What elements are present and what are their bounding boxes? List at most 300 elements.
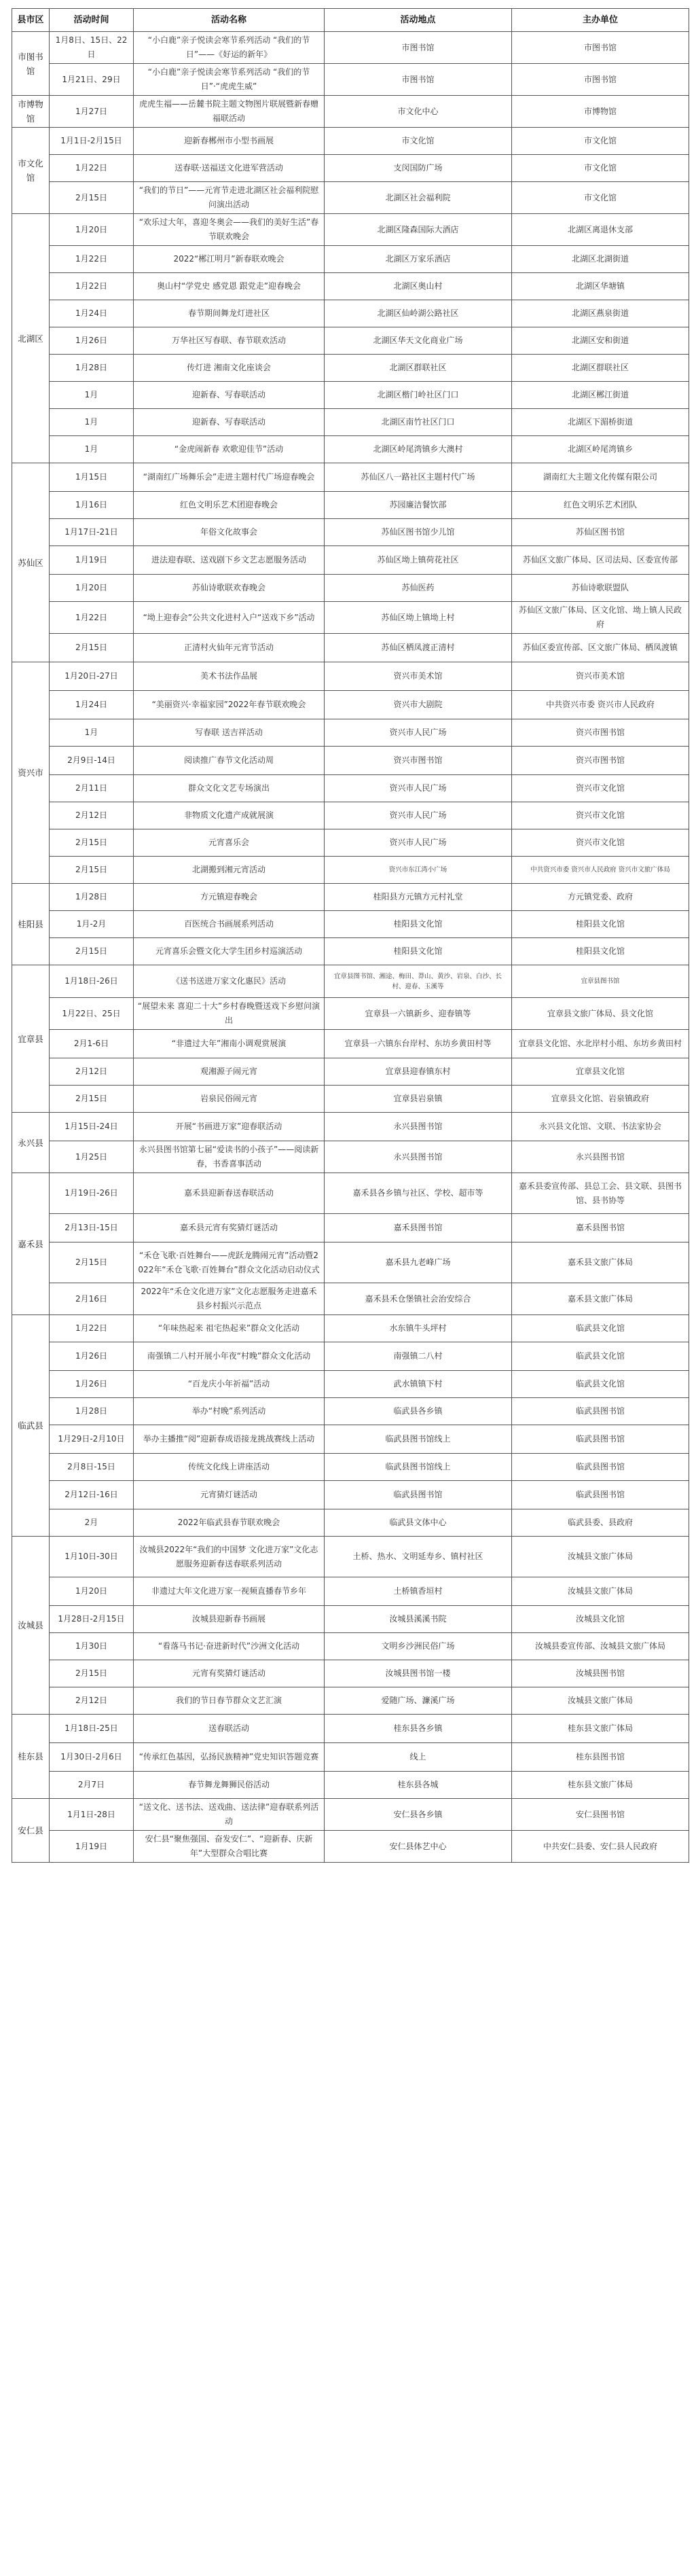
time-cell: 1月29日-2月10日 [50, 1425, 134, 1454]
place-cell: 武水镇镇下村 [325, 1371, 512, 1398]
place-cell: 资兴市人民广场 [325, 719, 512, 747]
host-cell: 苏仙区图书馆 [512, 519, 689, 546]
table-row [12, 938, 689, 965]
name-cell: “展望未来 喜迎二十大”乡村春晚暨送戏下乡慰问演出 [134, 998, 325, 1030]
table-row [12, 1371, 689, 1398]
place-cell: 北湖区奥山村 [325, 273, 512, 300]
time-cell: 1月22日 [50, 273, 134, 300]
host-cell: 资兴市文化馆 [512, 775, 689, 802]
place-cell: 安仁县各乡镇 [325, 1799, 512, 1831]
host-cell: 安仁县图书馆 [512, 1799, 689, 1831]
name-cell: 元宵喜乐会 [134, 829, 325, 857]
place-cell: 永兴县图书馆 [325, 1141, 512, 1173]
place-cell: 嘉禾县禾仓堡镇社会治安综合 [325, 1283, 512, 1315]
host-cell: 资兴市文化馆 [512, 802, 689, 829]
host-cell: 汝城县委宣传部、汝城县文旅广体局 [512, 1633, 689, 1660]
name-cell: 正清村火仙年元宵节活动 [134, 634, 325, 662]
place-cell: 桂东县各乡镇 [325, 1715, 512, 1743]
name-cell: “欢乐过大年，喜迎冬奥会——我们的美好生活”春节联欢晚会 [134, 214, 325, 246]
table-row [12, 382, 689, 409]
name-cell: 汝城县迎新春书画展 [134, 1606, 325, 1633]
place-cell: 市文化中心 [325, 96, 512, 128]
table-row [12, 1242, 689, 1283]
time-cell: 1月26日 [50, 1342, 134, 1371]
place-cell: 土桥、热水、文明延寿乡、镇村社区 [325, 1537, 512, 1577]
table-row [12, 662, 689, 691]
table-row [12, 327, 689, 355]
name-cell: “年味热起来 祖宅热起来”群众文化活动 [134, 1315, 325, 1342]
table-body [12, 32, 689, 1863]
name-cell: 送春联活动 [134, 1715, 325, 1743]
header-row [12, 9, 689, 32]
name-cell: 北湖搬到湘元宵活动 [134, 857, 325, 884]
table-row [12, 182, 689, 214]
name-cell: 传统文化线上讲座活动 [134, 1454, 325, 1481]
place-cell: 临武县图书馆线上 [325, 1425, 512, 1454]
place-cell: 资兴市人民广场 [325, 802, 512, 829]
header-county: 县市区 [12, 9, 50, 32]
table-row [12, 273, 689, 300]
host-cell: 嘉禾县委宣传部、县总工会、县文联、县图书馆、县书协等 [512, 1173, 689, 1214]
name-cell: 迎新春、写春联活动 [134, 409, 325, 436]
host-cell: 临武县文化馆 [512, 1371, 689, 1398]
host-cell: 苏仙区文旅广体局、区司法局、区委宣传部 [512, 546, 689, 575]
place-cell: 支闵国防广场 [325, 155, 512, 182]
host-cell: 北湖区安和街道 [512, 327, 689, 355]
host-cell: 宜章县文旅广体局、县文化馆 [512, 998, 689, 1030]
table-row [12, 965, 689, 998]
table-row [12, 519, 689, 546]
host-cell: 临武县图书馆 [512, 1481, 689, 1509]
host-cell: 宜章县文化馆、岩泉镇政府 [512, 1086, 689, 1113]
place-cell: 市图书馆 [325, 64, 512, 96]
header-host: 主办单位 [512, 9, 689, 32]
name-cell: 元宵喜乐会暨文化大学生团乡村巡演活动 [134, 938, 325, 965]
name-cell: “小白鹿”亲子悦读会寒节系列活动 “我们的节日”——《好运的新年》 [134, 32, 325, 64]
time-cell: 1月 [50, 436, 134, 463]
time-cell: 2月 [50, 1509, 134, 1537]
name-cell: 《送书送进万家文化惠民》活动 [134, 965, 325, 998]
name-cell: 永兴县图书馆第七届“爱读书的小孩子”——阅读新春，书香喜事活动 [134, 1141, 325, 1173]
host-cell: 汝城县文旅广体局 [512, 1537, 689, 1577]
host-cell: 市图书馆 [512, 32, 689, 64]
county-cell: 北湖区 [12, 214, 50, 463]
table-row [12, 1113, 689, 1141]
name-cell: 红色文明乐艺术团迎春晚会 [134, 492, 325, 519]
host-cell: 临武县图书馆 [512, 1425, 689, 1454]
time-cell: 1月20日-27日 [50, 662, 134, 691]
table-row [12, 747, 689, 775]
name-cell: 元宵猜灯谜活动 [134, 1481, 325, 1509]
name-cell: 岩泉民俗闹元宵 [134, 1086, 325, 1113]
table-row [12, 775, 689, 802]
county-cell: 市图书馆 [12, 32, 50, 96]
name-cell: 元宵有奖猜灯谜活动 [134, 1660, 325, 1687]
time-cell: 2月12日 [50, 802, 134, 829]
county-cell: 市博物馆 [12, 96, 50, 128]
header-place: 活动地点 [325, 9, 512, 32]
host-cell: 汝城县图书馆 [512, 1660, 689, 1687]
table-header [12, 9, 689, 32]
place-cell: 爱随广场、濂溪广场 [325, 1687, 512, 1715]
time-cell: 1月19日 [50, 1831, 134, 1863]
table-row [12, 857, 689, 884]
place-cell: 资兴市东江湾小广场 [325, 857, 512, 884]
time-cell: 2月11日 [50, 775, 134, 802]
table-row [12, 1173, 689, 1214]
table-row [12, 884, 689, 911]
time-cell: 1月1日-28日 [50, 1799, 134, 1831]
time-cell: 1月18日-25日 [50, 1715, 134, 1743]
table-row [12, 1086, 689, 1113]
activity-table [12, 8, 689, 1863]
host-cell: 北湖区群联社区 [512, 355, 689, 382]
time-cell: 1月22日、25日 [50, 998, 134, 1030]
county-cell: 嘉禾县 [12, 1173, 50, 1315]
time-cell: 1月30日 [50, 1633, 134, 1660]
host-cell: 中共资兴市委 资兴市人民政府 [512, 691, 689, 719]
place-cell: 线上 [325, 1743, 512, 1772]
place-cell: 汝城县图书馆一楼 [325, 1660, 512, 1687]
name-cell: 非物质文化遗产成就展演 [134, 802, 325, 829]
time-cell: 2月9日-14日 [50, 747, 134, 775]
table-row [12, 1687, 689, 1715]
host-cell: 市文化馆 [512, 155, 689, 182]
place-cell: 桂阳县文化馆 [325, 938, 512, 965]
host-cell: 宜章县图书馆 [512, 965, 689, 998]
table-row [12, 1715, 689, 1743]
name-cell: 非遗过大年文化进万家一视频直播春节乡年 [134, 1577, 325, 1606]
place-cell: 临武县文体中心 [325, 1509, 512, 1537]
table-row [12, 1799, 689, 1831]
time-cell: 2月12日 [50, 1687, 134, 1715]
place-cell: 桂阳县方元镇方元村礼堂 [325, 884, 512, 911]
name-cell: 观湘源子闹元宵 [134, 1058, 325, 1086]
place-cell: 宜章县迎春镇东村 [325, 1058, 512, 1086]
table-row [12, 911, 689, 938]
time-cell: 1月20日 [50, 1577, 134, 1606]
place-cell: 安仁县体艺中心 [325, 1831, 512, 1863]
place-cell: 土桥镇香垣村 [325, 1577, 512, 1606]
name-cell: 万华社区写春联、春节联欢活动 [134, 327, 325, 355]
place-cell: 苏仙区图书馆少儿馆 [325, 519, 512, 546]
place-cell: 北湖区社会福利院 [325, 182, 512, 214]
county-cell: 桂阳县 [12, 884, 50, 965]
county-cell: 永兴县 [12, 1113, 50, 1173]
time-cell: 1月22日 [50, 246, 134, 273]
time-cell: 2月12日-16日 [50, 1481, 134, 1509]
place-cell: 宜章县一六镇新乡、迎春镇等 [325, 998, 512, 1030]
county-cell: 临武县 [12, 1315, 50, 1537]
name-cell: “湖南红广场舞乐会”走进主题村代广场迎春晚会 [134, 463, 325, 492]
name-cell: 虎虎生福——岳麓书院主题文物图片联展暨新春赠福联活动 [134, 96, 325, 128]
time-cell: 1月19日-26日 [50, 1173, 134, 1214]
county-cell: 市文化馆 [12, 128, 50, 214]
place-cell: 市图书馆 [325, 32, 512, 64]
host-cell: 北湖区岭尾湾镇乡 [512, 436, 689, 463]
place-cell: 宜章县图书馆、湘途、梅田、莽山、黄沙、岩泉、白沙、长村、迎春、玉溪等 [325, 965, 512, 998]
time-cell: 2月15日 [50, 182, 134, 214]
name-cell: 举办主播推“阅”迎新春成语接龙挑战赛线上活动 [134, 1425, 325, 1454]
host-cell: 资兴市文化馆 [512, 829, 689, 857]
name-cell: 送春联·送福送文化进军营活动 [134, 155, 325, 182]
name-cell: 安仁县“聚焦强国、奋发安仁”、“迎新春、庆新年”大型群众合唱比赛 [134, 1831, 325, 1863]
time-cell: 1月28日-2月15日 [50, 1606, 134, 1633]
name-cell: 2022年“禾仓文化进万家”文化志愿服务走进嘉禾县乡村振兴示范点 [134, 1283, 325, 1315]
time-cell: 1月20日 [50, 575, 134, 602]
time-cell: 1月15日 [50, 463, 134, 492]
name-cell: “非遗过大年”湘南小调观赏展演 [134, 1030, 325, 1058]
time-cell: 2月15日 [50, 1242, 134, 1283]
host-cell: 桂东县图书馆 [512, 1743, 689, 1772]
host-cell: 苏仙区文旅广体局、区文化馆、坳上镇人民政府 [512, 602, 689, 634]
host-cell: 宜章县文化馆、水北岸村小组、东坊乡黄田村 [512, 1030, 689, 1058]
time-cell: 1月20日 [50, 214, 134, 246]
time-cell: 2月8日-15日 [50, 1454, 134, 1481]
time-cell: 2月12日 [50, 1058, 134, 1086]
name-cell: “传承红色基因，弘扬民族精神”党史知识答题竞赛 [134, 1743, 325, 1772]
place-cell: 资兴市人民广场 [325, 829, 512, 857]
table-row [12, 1660, 689, 1687]
host-cell: 市文化馆 [512, 182, 689, 214]
time-cell: 2月15日 [50, 1086, 134, 1113]
time-cell: 1月 [50, 382, 134, 409]
name-cell: 开展“书画进万家”迎春联活动 [134, 1113, 325, 1141]
host-cell: 临武县委、县政府 [512, 1509, 689, 1537]
place-cell: 文明乡沙洲民俗广场 [325, 1633, 512, 1660]
table-row [12, 355, 689, 382]
place-cell: 临武县图书馆线上 [325, 1454, 512, 1481]
table-row [12, 1283, 689, 1315]
place-cell: 嘉禾县九老峰广场 [325, 1242, 512, 1283]
time-cell: 2月15日 [50, 938, 134, 965]
place-cell: 苏园廉洁餐饮部 [325, 492, 512, 519]
time-cell: 1月30日-2月6日 [50, 1743, 134, 1772]
table-row [12, 1058, 689, 1086]
host-cell: 苏仙区委宣传部、区文旅广体局、栖凤渡镇 [512, 634, 689, 662]
host-cell: 永兴县文化馆、文联、书法家协会 [512, 1113, 689, 1141]
name-cell: 美术书法作品展 [134, 662, 325, 691]
table-row [12, 546, 689, 575]
time-cell: 1月19日 [50, 546, 134, 575]
place-cell: 汝城县溪溪书院 [325, 1606, 512, 1633]
table-row [12, 1398, 689, 1425]
name-cell: 举办“村晚”系列活动 [134, 1398, 325, 1425]
name-cell: “禾仓飞歌·百姓舞台——虎跃龙腾闹元宵”活动暨2022年“禾仓飞歌·百姓舞台”群众文化活动启动仪式 [134, 1242, 325, 1283]
name-cell: “我们的节日”——元宵节走进北湖区社会福利院慰问演出活动 [134, 182, 325, 214]
name-cell: 我们的节日春节群众文艺汇演 [134, 1687, 325, 1715]
host-cell: 汝城县文旅广体局 [512, 1577, 689, 1606]
time-cell: 1月1日-2月15日 [50, 128, 134, 155]
table-row [12, 998, 689, 1030]
time-cell: 1月10日-30日 [50, 1537, 134, 1577]
place-cell: 苏仙医药 [325, 575, 512, 602]
place-cell: 资兴市美术馆 [325, 662, 512, 691]
name-cell: 年俗文化故事会 [134, 519, 325, 546]
name-cell: “送文化、送书法、送戏曲、送法律”迎春联系列活动 [134, 1799, 325, 1831]
host-cell: 北湖区郴江街道 [512, 382, 689, 409]
host-cell: 市文化馆 [512, 128, 689, 155]
name-cell: 嘉禾县迎新春送春联活动 [134, 1173, 325, 1214]
table-row [12, 1141, 689, 1173]
host-cell: 嘉禾县文旅广体局 [512, 1283, 689, 1315]
table-row [12, 1030, 689, 1058]
name-cell: “金虎闹新春 欢歌迎佳节”活动 [134, 436, 325, 463]
place-cell: 苏仙区坳上镇荷花社区 [325, 546, 512, 575]
host-cell: 临武县文化馆 [512, 1342, 689, 1371]
host-cell: 临武县图书馆 [512, 1454, 689, 1481]
activity-table-container [12, 8, 689, 1863]
table-row [12, 1342, 689, 1371]
place-cell: 资兴市图书馆 [325, 747, 512, 775]
time-cell: 1月22日 [50, 1315, 134, 1342]
name-cell: “百龙庆小年祈福”活动 [134, 1371, 325, 1398]
county-cell: 资兴市 [12, 662, 50, 884]
host-cell: 市图书馆 [512, 64, 689, 96]
name-cell: 阅读推广春节文化活动周 [134, 747, 325, 775]
table-row [12, 602, 689, 634]
host-cell: 桂阳县文化馆 [512, 911, 689, 938]
place-cell: 苏仙区八一路社区主题村代广场 [325, 463, 512, 492]
time-cell: 2月13日-15日 [50, 1214, 134, 1242]
table-row [12, 409, 689, 436]
time-cell: 1月17日-21日 [50, 519, 134, 546]
host-cell: 桂东县文旅广体局 [512, 1715, 689, 1743]
place-cell: 北湖区楷门岭社区门口 [325, 382, 512, 409]
host-cell: 北湖区华塘镇 [512, 273, 689, 300]
time-cell: 2月15日 [50, 1660, 134, 1687]
table-row [12, 1537, 689, 1577]
place-cell: 临武县图书馆 [325, 1481, 512, 1509]
host-cell: 市博物馆 [512, 96, 689, 128]
time-cell: 1月24日 [50, 300, 134, 327]
table-row [12, 128, 689, 155]
host-cell: 北湖区下湄桥街道 [512, 409, 689, 436]
name-cell: 写春联 送吉祥活动 [134, 719, 325, 747]
name-cell: 春节期间舞龙灯进社区 [134, 300, 325, 327]
table-row [12, 246, 689, 273]
table-row [12, 1743, 689, 1772]
host-cell: 桂东县文旅广体局 [512, 1772, 689, 1799]
place-cell: 桂阳县文化馆 [325, 911, 512, 938]
name-cell: 迎新春郴州市小型书画展 [134, 128, 325, 155]
host-cell: 中共安仁县委、安仁县人民政府 [512, 1831, 689, 1863]
table-row [12, 155, 689, 182]
time-cell: 1月25日 [50, 1141, 134, 1173]
name-cell: 苏仙诗歌联欢春晚会 [134, 575, 325, 602]
county-cell: 安仁县 [12, 1799, 50, 1863]
host-cell: 北湖区离退休支部 [512, 214, 689, 246]
table-row [12, 1315, 689, 1342]
name-cell: 奥山村“学党史 感党恩 跟党走”迎春晚会 [134, 273, 325, 300]
name-cell: 传灯进 湘南文化座谈会 [134, 355, 325, 382]
name-cell: 2022“郴江明月”新春联欢晚会 [134, 246, 325, 273]
host-cell: 中共资兴市委 资兴市人民政府 资兴市文旅广体局 [512, 857, 689, 884]
time-cell: 1月24日 [50, 691, 134, 719]
table-row [12, 719, 689, 747]
table-row [12, 64, 689, 96]
place-cell: 资兴市大剧院 [325, 691, 512, 719]
place-cell: 北湖区岭尾湾镇乡大澳村 [325, 436, 512, 463]
table-row [12, 492, 689, 519]
place-cell: 桂东县各城 [325, 1772, 512, 1799]
time-cell: 1月21日、29日 [50, 64, 134, 96]
time-cell: 2月7日 [50, 1772, 134, 1799]
time-cell: 1月18日-26日 [50, 965, 134, 998]
place-cell: 嘉禾县图书馆 [325, 1214, 512, 1242]
table-row [12, 691, 689, 719]
table-row [12, 802, 689, 829]
header-name: 活动名称 [134, 9, 325, 32]
name-cell: “坳上迎春会”公共文化进村入户“送戏下乡”活动 [134, 602, 325, 634]
place-cell: 市文化馆 [325, 128, 512, 155]
host-cell: 嘉禾县文旅广体局 [512, 1242, 689, 1283]
table-row [12, 96, 689, 128]
name-cell: “小白鹿”亲子悦读会寒节系列活动 “我们的节日”·“虎虎生威” [134, 64, 325, 96]
time-cell: 1月28日 [50, 355, 134, 382]
host-cell: 方元镇党委、政府 [512, 884, 689, 911]
time-cell: 2月16日 [50, 1283, 134, 1315]
place-cell: 永兴县图书馆 [325, 1113, 512, 1141]
name-cell: 进法迎春联、送戏剧下乡文艺志愿服务活动 [134, 546, 325, 575]
host-cell: 资兴市美术馆 [512, 662, 689, 691]
place-cell: 资兴市人民广场 [325, 775, 512, 802]
table-row [12, 1481, 689, 1509]
host-cell: 红色文明乐艺术团队 [512, 492, 689, 519]
table-row [12, 1509, 689, 1537]
time-cell: 2月1-6日 [50, 1030, 134, 1058]
name-cell: 嘉禾县元宵有奖猜灯谜活动 [134, 1214, 325, 1242]
name-cell: 百医统合书画展系列活动 [134, 911, 325, 938]
table-row [12, 575, 689, 602]
place-cell: 北湖区隆森国际大酒店 [325, 214, 512, 246]
host-cell: 苏仙诗歌联盟队 [512, 575, 689, 602]
time-cell: 1月26日 [50, 327, 134, 355]
place-cell: 北湖区万家乐酒店 [325, 246, 512, 273]
place-cell: 北湖区群联社区 [325, 355, 512, 382]
name-cell: 方元镇迎春晚会 [134, 884, 325, 911]
place-cell: 宜章县岩泉镇 [325, 1086, 512, 1113]
host-cell: 桂阳县文化馆 [512, 938, 689, 965]
time-cell: 1月15日-24日 [50, 1113, 134, 1141]
place-cell: 水东镇牛头坪村 [325, 1315, 512, 1342]
time-cell: 1月27日 [50, 96, 134, 128]
name-cell: “看落马书记·奋进新时代”沙洲文化活动 [134, 1633, 325, 1660]
time-cell: 1月26日 [50, 1371, 134, 1398]
place-cell: 南强镇二八村 [325, 1342, 512, 1371]
time-cell: 2月15日 [50, 634, 134, 662]
table-row [12, 32, 689, 64]
name-cell: 迎新春、写春联活动 [134, 382, 325, 409]
place-cell: 临武县各乡镇 [325, 1398, 512, 1425]
name-cell: 2022年临武县春节联欢晚会 [134, 1509, 325, 1537]
host-cell: 湖南红大主题文化传媒有限公司 [512, 463, 689, 492]
table-row [12, 1214, 689, 1242]
table-row [12, 634, 689, 662]
table-row [12, 436, 689, 463]
host-cell: 宜章县文化馆 [512, 1058, 689, 1086]
name-cell: 汝城县2022年“我们的中国梦 文化进万家”文化志愿服务迎新春送春联系列活动 [134, 1537, 325, 1577]
table-row [12, 463, 689, 492]
name-cell: 群众文化文艺专场演出 [134, 775, 325, 802]
name-cell: 春节舞龙舞狮民俗活动 [134, 1772, 325, 1799]
table-row [12, 1454, 689, 1481]
host-cell: 北湖区燕泉街道 [512, 300, 689, 327]
place-cell: 苏仙区栖凤渡正清村 [325, 634, 512, 662]
host-cell: 北湖区北湖街道 [512, 246, 689, 273]
place-cell: 苏仙区坳上镇坳上村 [325, 602, 512, 634]
time-cell: 2月15日 [50, 829, 134, 857]
